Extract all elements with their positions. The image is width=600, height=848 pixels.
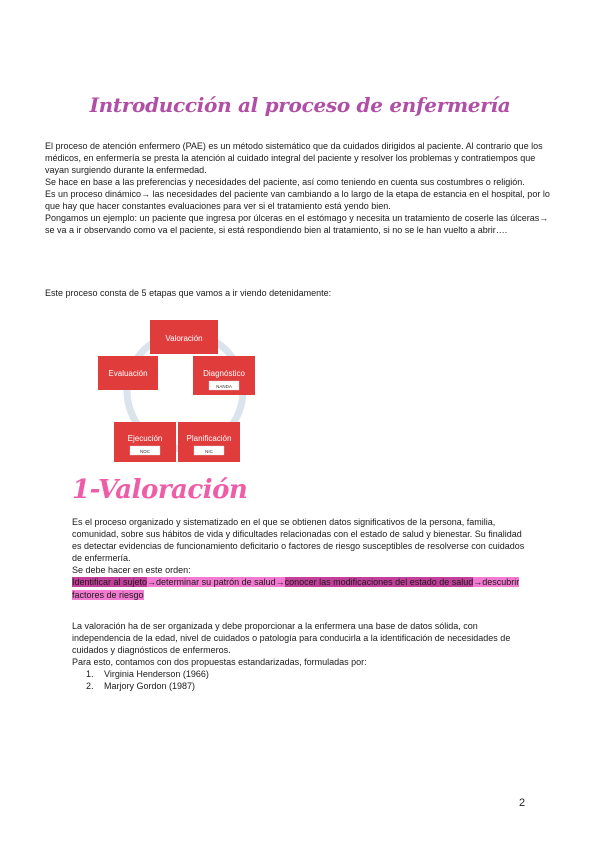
- order-step: determinar su patrón de salud: [156, 577, 276, 587]
- section-title: 1-Valoración: [72, 475, 248, 505]
- nursing-process-cycle-diagram: [90, 318, 280, 468]
- definition-paragraph: Es el proceso organizado y sistematizado en el que se obtienen datos significativos de la persona, familia, comunidad, sobre sus hábitos de vida y dificultades relacionadas con el estado de salud y bienestar. Su finalidad es detectar evidencias de funcionamiento deficitario o factores de riesgo susceptibles de resolverse con cuidados de enfermería.: [72, 517, 525, 563]
- stage-planificacion: [178, 422, 240, 462]
- stage-label: Diagnóstico: [203, 369, 245, 378]
- stages-intro: Este proceso consta de 5 etapas que vamos a ir viendo detenidamente:: [45, 288, 332, 298]
- proposals-intro: Para esto, contamos con dos propuestas estandarizadas, formuladas por:: [72, 657, 367, 667]
- proposals-list: [72, 668, 532, 692]
- stage-evaluacion: [98, 356, 158, 390]
- stage-ejecucion: [114, 422, 176, 462]
- order-step: Identificar al sujeto: [72, 577, 148, 587]
- stage-label: Evaluación: [108, 369, 148, 378]
- stage-valoracion: [150, 320, 218, 354]
- intro-paragraph: Es un proceso dinámico→ las necesidades del paciente van cambiando a lo largo de la etapa de estancia en el hospital, por lo que hay que hacer constantes evaluaciones para ver si el tratamiento está yendo bien.: [45, 189, 550, 211]
- stage-sub-label: NIC: [205, 449, 213, 454]
- intro-text: [45, 140, 555, 236]
- stage-sub-label: NANDA: [216, 384, 232, 389]
- order-step: descubrir factores de riesgo: [72, 577, 520, 600]
- list-text: Marjory Gordon (1987): [104, 681, 196, 691]
- list-number: 1.: [86, 669, 94, 679]
- stage-label: Planificación: [186, 434, 232, 443]
- intro-paragraph: Pongamos un ejemplo: un paciente que ingresa por úlceras en el estómago y necesita un tratamiento de coserle las úlceras→ se va a ir observando como va el paciente, si está respondiendo bien al tratamiento, si no se le han vuelto a abrir….: [45, 213, 549, 235]
- list-text: Virginia Henderson (1966): [104, 669, 209, 679]
- stage-sub-label: NOC: [140, 449, 150, 454]
- arrow: →: [473, 577, 483, 587]
- list-item: [72, 668, 532, 680]
- stage-diagnostico: [193, 356, 255, 395]
- order-label: Se debe hacer en este orden:: [72, 565, 191, 575]
- list-number: 2.: [86, 681, 94, 691]
- list-item: [72, 680, 532, 692]
- order-steps: [72, 576, 532, 602]
- arrow: →: [275, 577, 285, 587]
- stage-label: Valoración: [165, 334, 203, 343]
- order-step: conocer las modificaciones del estado de salud: [284, 577, 474, 587]
- stage-label: Ejecución: [127, 434, 163, 443]
- intro-paragraph: Se hace en base a las preferencias y necesidades del paciente, así como teniendo en cuenta sus costumbres o religión.: [45, 177, 525, 187]
- valoracion-definition: [72, 516, 532, 602]
- page-title: Introducción al proceso de enfermería: [89, 93, 511, 117]
- page-number: 2: [519, 797, 526, 809]
- intro-paragraph: El proceso de atención enfermero (PAE) es un método sistemático que da cuidados dirigidos al paciente. Al contrario que los médicos, en enfermería se presta la atención al cuidado integral del paciente y resolver los problemas y contratiempos que vayan surgiendo durante la enfermedad.: [45, 141, 543, 175]
- arrow: →: [147, 577, 157, 587]
- details-paragraph: La valoración ha de ser organizada y debe proporcionar a la enfermera una base de datos sólida, con independencia de la edad, nivel de cuidados o patología para conducirla a la identificación de necesidades de cuidados y diagnósticos de enfermeros.: [72, 621, 511, 655]
- valoracion-details: [72, 620, 532, 692]
